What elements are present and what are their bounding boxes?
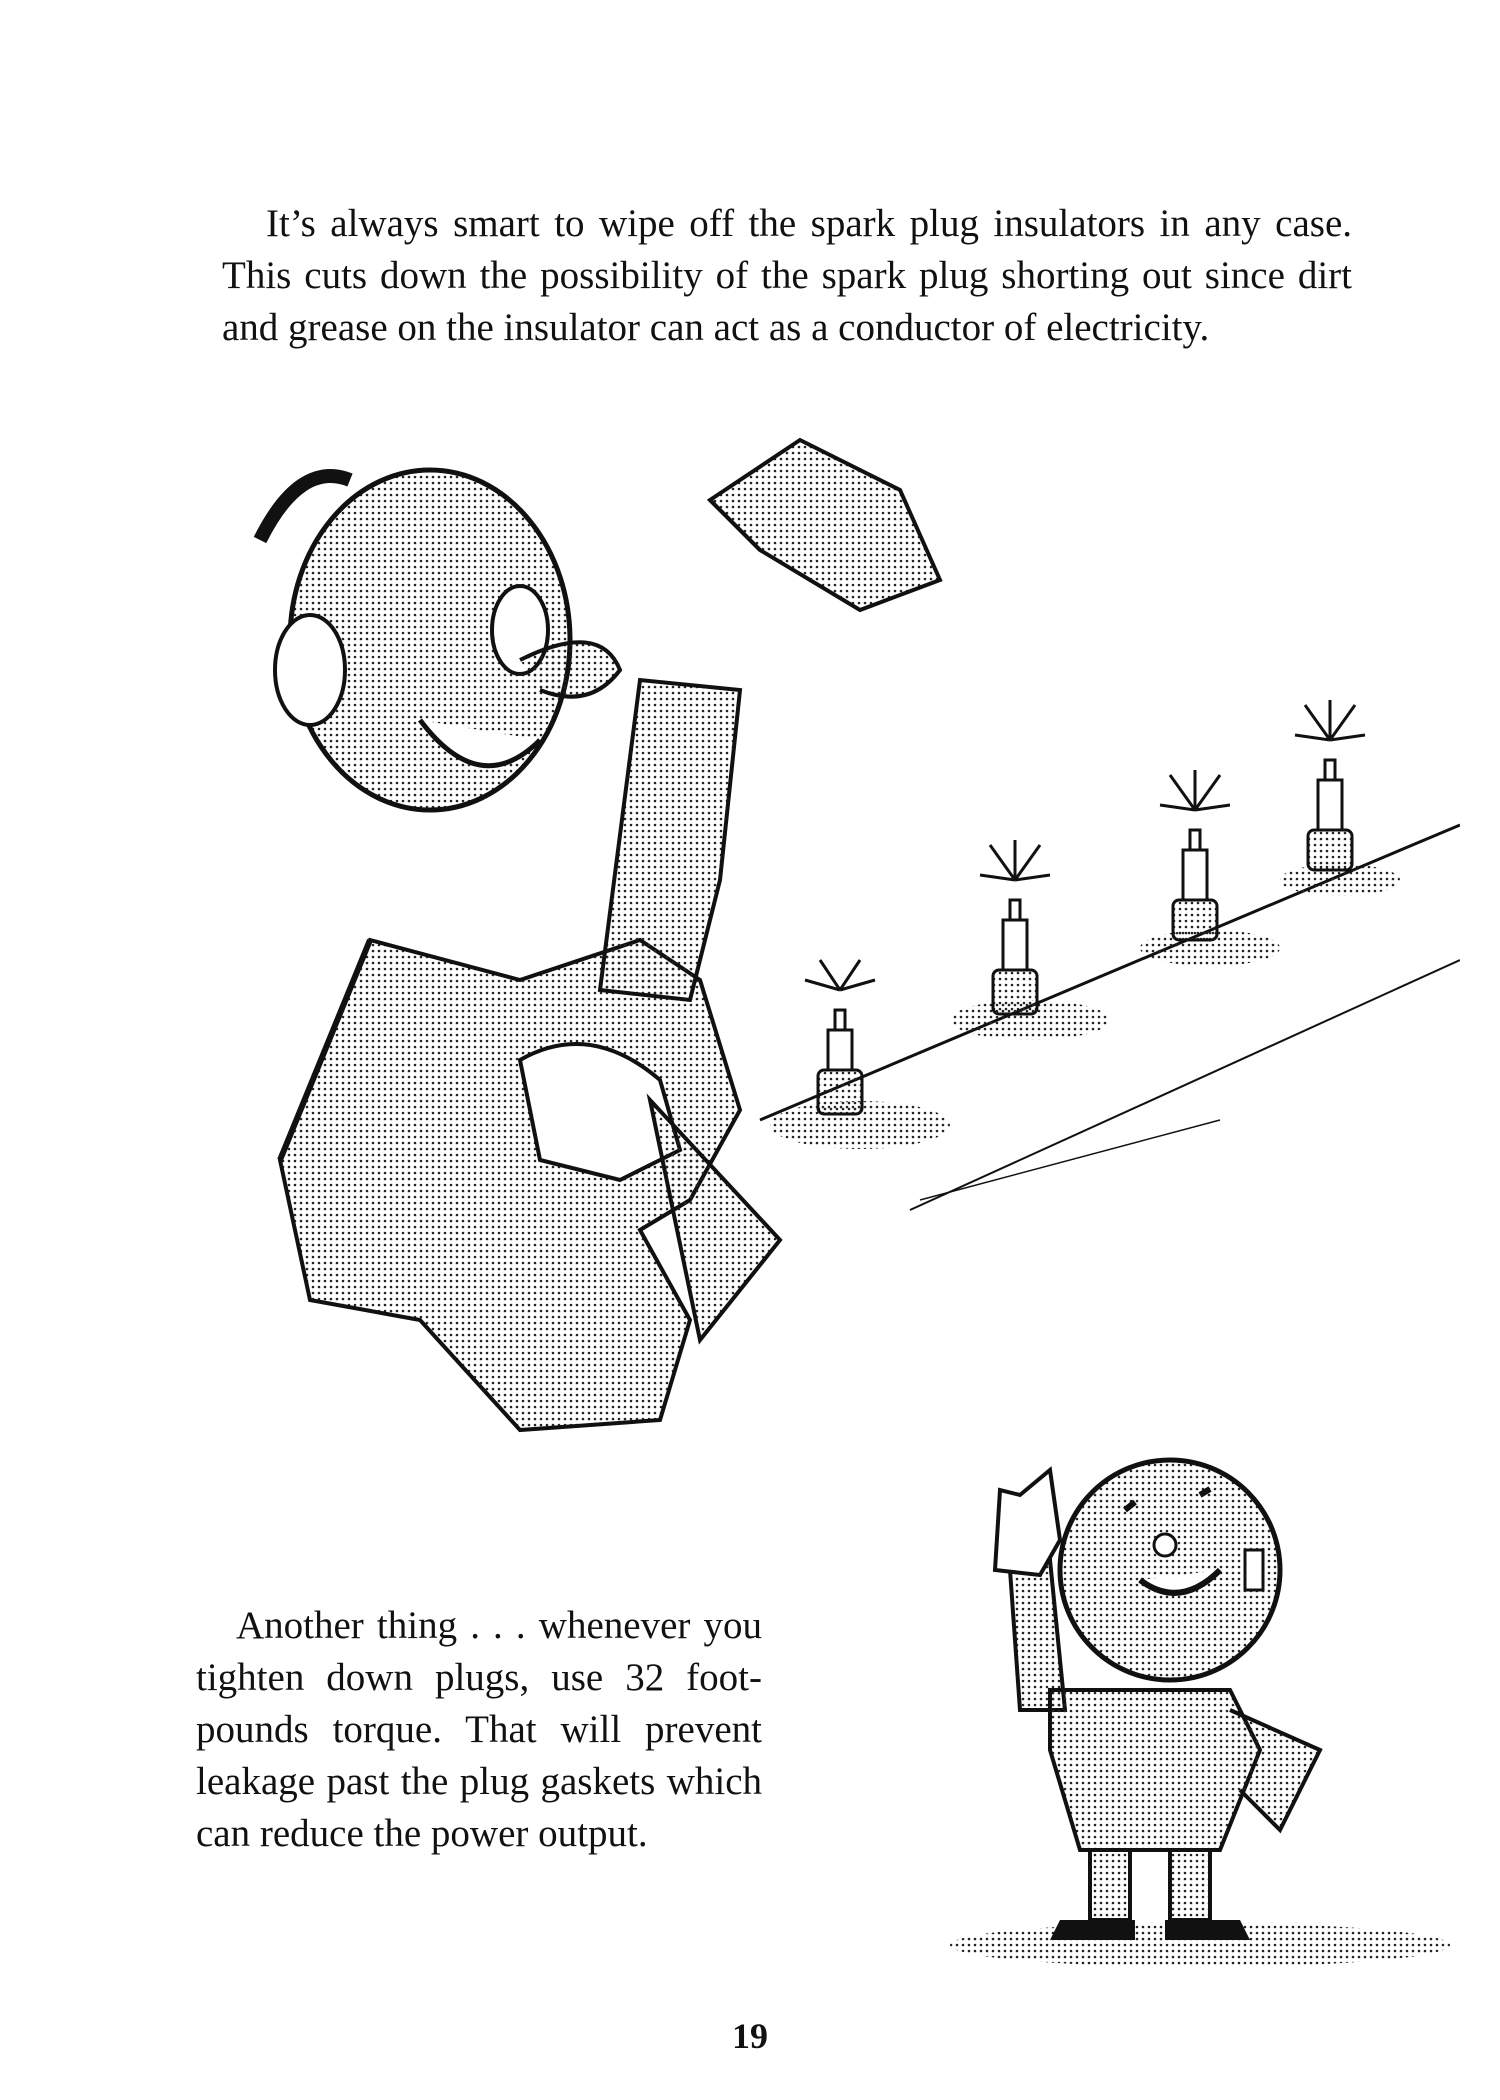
body-paragraph-1: It’s always smart to wipe off the spark plug insulators in any case. This cuts down the possibility of the spark plug shorting out since dirt and grease on the insulator can act as a conductor of electricity. xyxy=(222,202,1352,349)
page-number: 19 xyxy=(732,2016,768,2056)
body-paragraph-2: Another thing . . . whenever you tighten down plugs, use 32 foot-pounds torque. That will prevent leakage past the plug gaskets which can reduce the power output. xyxy=(196,1604,762,1855)
spark-plug-mascot-illustration xyxy=(900,1450,1460,1990)
mechanic-wiping-spark-plug-illustration xyxy=(220,420,1460,1440)
